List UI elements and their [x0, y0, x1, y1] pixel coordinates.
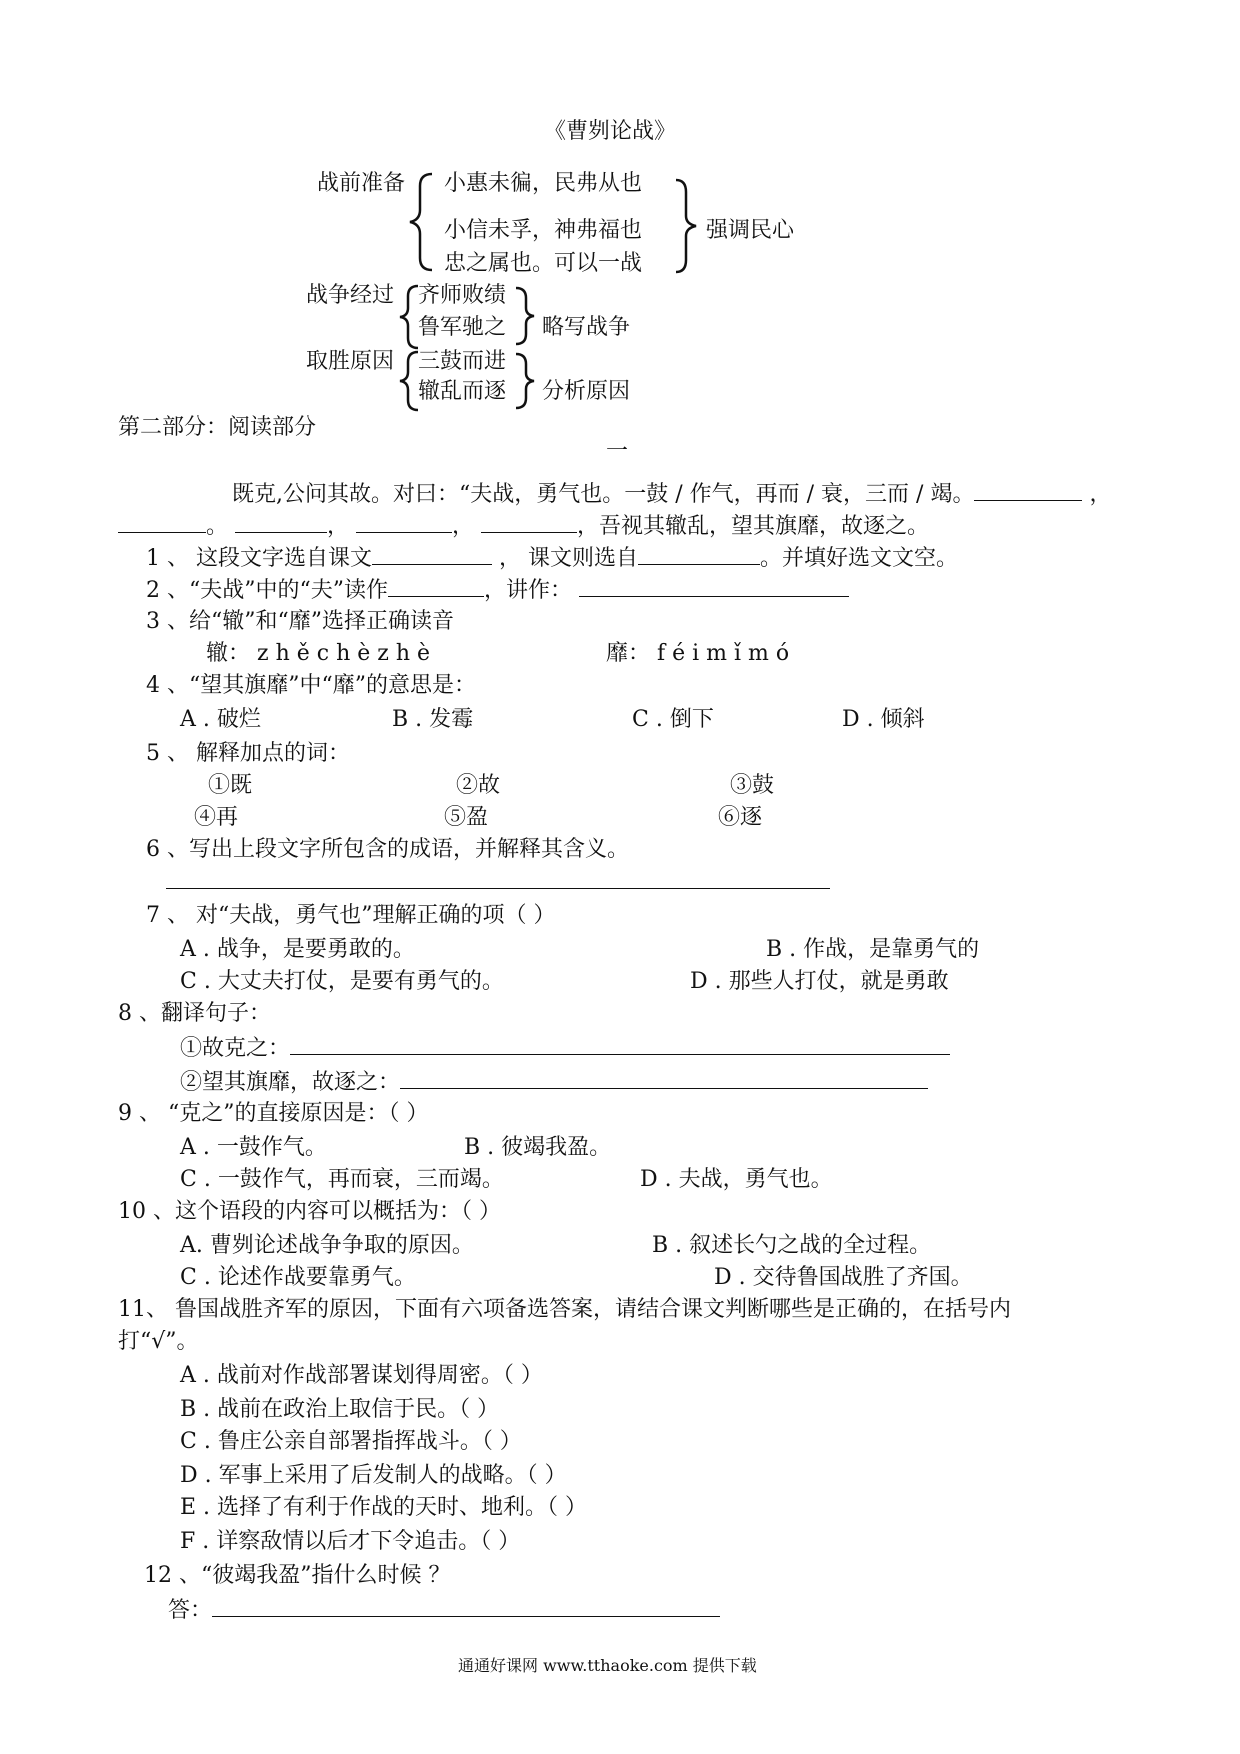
q11-option-d[interactable]: D . 军事上采用了后发制人的战略。（ ）: [180, 1463, 567, 1488]
group1-left-brace: [408, 172, 438, 272]
group1-right-brace: [672, 178, 702, 274]
question-9: 9 、 “克之”的直接原因是：（ ）: [118, 1101, 429, 1126]
q1-blank-2[interactable]: [638, 544, 760, 565]
q8-sentence-1: [180, 1034, 950, 1063]
group2-label: 战争经过: [306, 283, 395, 308]
q1-text-b: ， 课文则选自: [498, 546, 638, 571]
q11-option-e[interactable]: E . 选择了有利于作战的天时、地利。（ ）: [180, 1495, 588, 1520]
q5-word-2: ②故: [456, 773, 501, 798]
q12-answer-blank[interactable]: [212, 1596, 720, 1617]
group2-item-1: 齐师败绩: [418, 283, 507, 308]
blank-4[interactable]: [356, 512, 452, 533]
group3-item-1: 三鼓而进: [418, 349, 507, 374]
question-11-line-1: 11、 鲁国战胜齐军的原因，下面有六项备选答案，请结合课文判断哪些是正确的，在括号内: [118, 1297, 1011, 1322]
blank-1[interactable]: [974, 480, 1082, 501]
q9-option-a[interactable]: A . 一鼓作气。: [180, 1135, 327, 1160]
question-4: 4 、“望其旗靡”中“靡”的意思是：: [146, 673, 476, 698]
group1-item-2: 小信未孚，神弗福也: [444, 218, 643, 243]
q8-sentence-2: [180, 1068, 928, 1097]
sep-4: ，: [452, 514, 475, 539]
blank-2[interactable]: [118, 512, 206, 533]
q11-option-c[interactable]: C . 鲁庄公亲自部署指挥战斗。（ ）: [180, 1429, 522, 1454]
q8-2-blank[interactable]: [400, 1068, 928, 1089]
q3-mi-options: 靡： f é i m ǐ m ó: [606, 641, 790, 666]
q9-option-b[interactable]: B . 彼竭我盈。: [464, 1135, 612, 1160]
q7-option-b[interactable]: B . 作战，是靠勇气的: [766, 937, 980, 962]
group2-note: 略写战争: [542, 315, 631, 340]
group1-note: 强调民心: [706, 218, 795, 243]
section-heading: 第二部分：阅读部分: [118, 415, 317, 440]
q5-word-6: ⑥逐: [718, 805, 763, 830]
group2-right-brace: [512, 286, 538, 346]
q9-option-d[interactable]: D . 夫战，勇气也。: [640, 1167, 833, 1192]
q7-option-d[interactable]: D . 那些人打仗，就是勇敢: [690, 969, 949, 994]
blank-5[interactable]: [481, 512, 577, 533]
passage-text-1: 既克,公问其故。对曰：“夫战，勇气也。一鼓 / 作气，再而 / 衰，三而 / 竭。: [232, 482, 975, 507]
q11-option-f[interactable]: F . 详察敌情以后才下令追击。（ ）: [180, 1529, 521, 1554]
section-marker: 一: [606, 439, 629, 464]
q2-blank-1[interactable]: [388, 576, 484, 597]
q12-answer-label: 答：: [168, 1598, 213, 1623]
group3-note: 分析原因: [542, 379, 631, 404]
q10-option-d[interactable]: D . 交待鲁国战胜了齐国。: [714, 1265, 973, 1290]
q4-option-b[interactable]: B . 发霉: [392, 707, 474, 732]
q4-option-a[interactable]: A . 破烂: [180, 707, 261, 732]
q2-text-b: ，讲作：: [483, 578, 572, 603]
sep-1: ，: [1089, 482, 1112, 507]
group1-label: 战前准备: [317, 171, 406, 196]
passage-line-2: [118, 512, 929, 541]
question-12: 12 、“彼竭我盈”指什么时候 ？: [144, 1563, 451, 1588]
question-11-line-2: 打“√”。: [118, 1329, 199, 1354]
question-2: [146, 576, 849, 605]
passage-line-1: [232, 480, 1111, 509]
q7-option-a[interactable]: A . 战争，是要勇敢的。: [180, 937, 415, 962]
group1-item-3: 忠之属也。可以一战: [444, 251, 643, 276]
q5-word-5: ⑤盈: [444, 805, 489, 830]
q2-text-a: 2 、“夫战”中的“夫”读作: [146, 578, 388, 603]
q2-blank-2[interactable]: [579, 576, 849, 597]
passage-text-2: ，吾视其辙乱，望其旗靡，故逐之。: [577, 514, 930, 539]
sep-3: ，: [327, 514, 350, 539]
q5-word-1: ①既: [208, 773, 253, 798]
question-7: 7 、 对“夫战，勇气也”理解正确的项（ ）: [146, 903, 556, 928]
question-3: 3 、给“辙”和“靡”选择正确读音: [146, 609, 454, 634]
q10-option-b[interactable]: B . 叙述长勺之战的全过程。: [652, 1233, 932, 1258]
question-8: 8 、翻译句子：: [118, 1001, 271, 1026]
q10-option-a[interactable]: A. 曹刿论述战争争取的原因。: [180, 1233, 474, 1258]
q12-answer: [168, 1596, 720, 1625]
group1-item-1: 小惠未徧，民弗从也: [444, 171, 643, 196]
page-title: 《曹刿论战》: [544, 119, 677, 144]
q3-zhe-options: 辙： z h ě c h è z h è: [206, 641, 431, 666]
q5-word-4: ④再: [194, 805, 239, 830]
group3-label: 取胜原因: [306, 349, 395, 374]
q11-option-a[interactable]: A . 战前对作战部署谋划得周密。（ ）: [180, 1363, 543, 1388]
q1-text-a: 1 、 这段文字选自课文: [146, 546, 372, 571]
q9-option-c[interactable]: C . 一鼓作气，再而衰，三而竭。: [180, 1167, 504, 1192]
group3-right-brace: [512, 352, 538, 410]
group2-item-2: 鲁军驰之: [418, 315, 507, 340]
group3-item-2: 辙乱而逐: [418, 379, 507, 404]
q7-option-c[interactable]: C . 大丈夫打仗，是要有勇气的。: [180, 969, 504, 994]
q6-answer-line[interactable]: [166, 888, 830, 889]
question-5: 5 、 解释加点的词：: [146, 741, 350, 766]
footer: 通通好课网 www.tthaoke.com 提供下载: [458, 1656, 757, 1675]
q4-option-d[interactable]: D . 倾斜: [842, 707, 925, 732]
blank-3[interactable]: [235, 512, 327, 533]
q8-2-text: ②望其旗靡，故逐之：: [180, 1070, 401, 1095]
question-10: 10 、这个语段的内容可以概括为：（ ）: [118, 1199, 501, 1224]
q1-blank-1[interactable]: [372, 544, 492, 565]
sep-2: 。: [206, 514, 229, 539]
q5-word-3: ③鼓: [730, 773, 775, 798]
q1-text-c: 。并填好选文文空。: [759, 546, 958, 571]
q4-option-c[interactable]: C . 倒下: [632, 707, 714, 732]
q11-option-b[interactable]: B . 战前在政治上取信于民。（ ）: [180, 1397, 500, 1422]
question-1: [146, 544, 958, 573]
q10-option-c[interactable]: C . 论述作战要靠勇气。: [180, 1265, 416, 1290]
q8-1-blank[interactable]: [290, 1034, 950, 1055]
question-6: 6 、写出上段文字所包含的成语，并解释其含义。: [146, 837, 629, 862]
q8-1-text: ①故克之：: [180, 1036, 291, 1061]
